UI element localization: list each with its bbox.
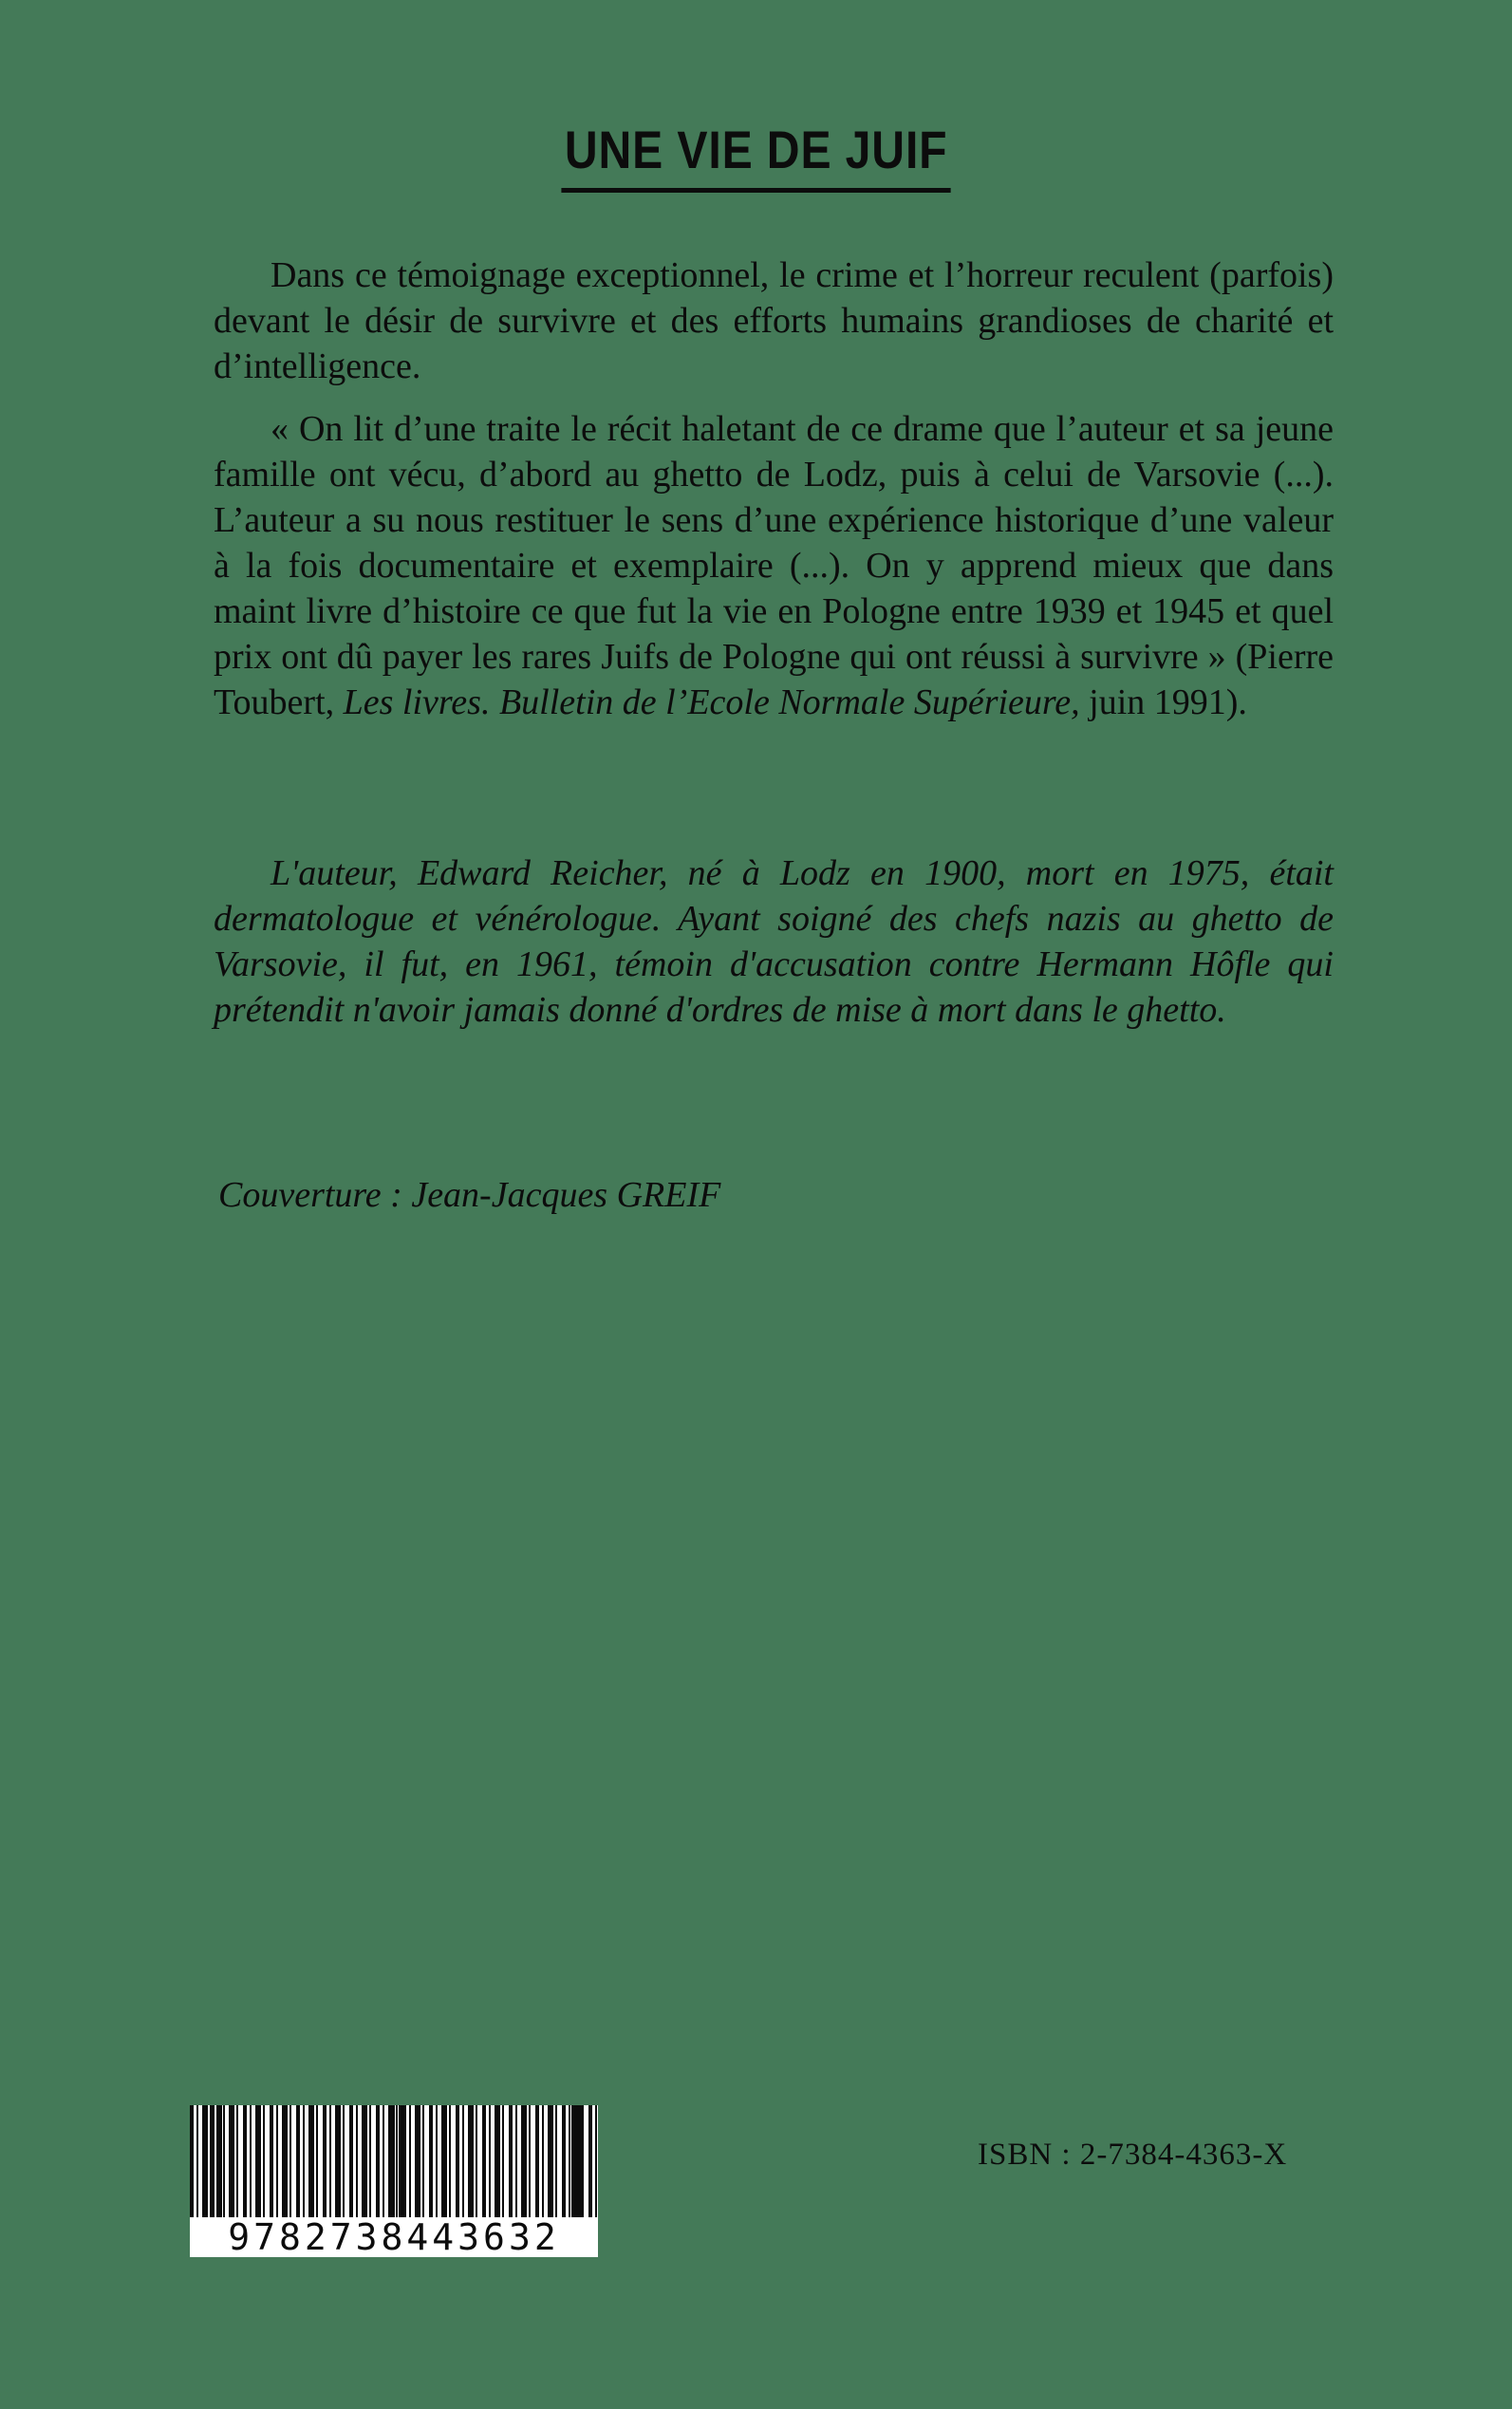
quote-text: « On lit d’une traite le récit haletant de ce drame que l’auteur et sa jeune famille ont vécu, d’abord au ghetto de Lodz, puis à celui de Varsovie (...). L’auteur a su nous restituer le sens d’une expérience historique d’une valeur à la fois documentaire et exemplaire (...). On y apprend mieux que dans maint livre d’histoire ce que fut la vie en Pologne entre 1939 et 1945 et quel prix ont dû payer les rares Juifs de Pologne qui ont réussi à survivre » (Pierre Toubert,: [214, 409, 1334, 722]
isbn: ISBN : 2-7384-4363-X: [978, 2138, 1288, 2172]
quote-date: juin 1991).: [1079, 682, 1247, 722]
quote-source: Les livres. Bulletin de l’Ecole Normale Supérieure,: [343, 682, 1080, 722]
author-bio: [214, 850, 1334, 1033]
barcode-digits: 9782738443632: [190, 2217, 598, 2257]
review-quote: [214, 406, 1334, 725]
intro-paragraph: [214, 252, 1334, 389]
book-title: [0, 116, 1512, 193]
cover-credit: Couverture : Jean-Jacques GREIF: [218, 1175, 721, 1215]
author-bio-text: L'auteur, Edward Reicher, né à Lodz en 1900, mort en 1975, était dermatologue et vénérologue. Ayant soigné des chefs nazis au ghetto de Varsovie, il fut, en 1961, témoin d'accusation contre Hermann Hôfle qui prétendit n'avoir jamais donné d'ordres de mise à mort dans le ghetto.: [214, 853, 1334, 1030]
intro-text: Dans ce témoignage exceptionnel, le crime et l’horreur reculent (parfois) devant le désir de survivre et des efforts humains grandioses de charité et d’intelligence.: [214, 255, 1334, 386]
barcode: [190, 2105, 598, 2257]
book-title-text: UNE VIE DE JUIF: [561, 116, 951, 193]
